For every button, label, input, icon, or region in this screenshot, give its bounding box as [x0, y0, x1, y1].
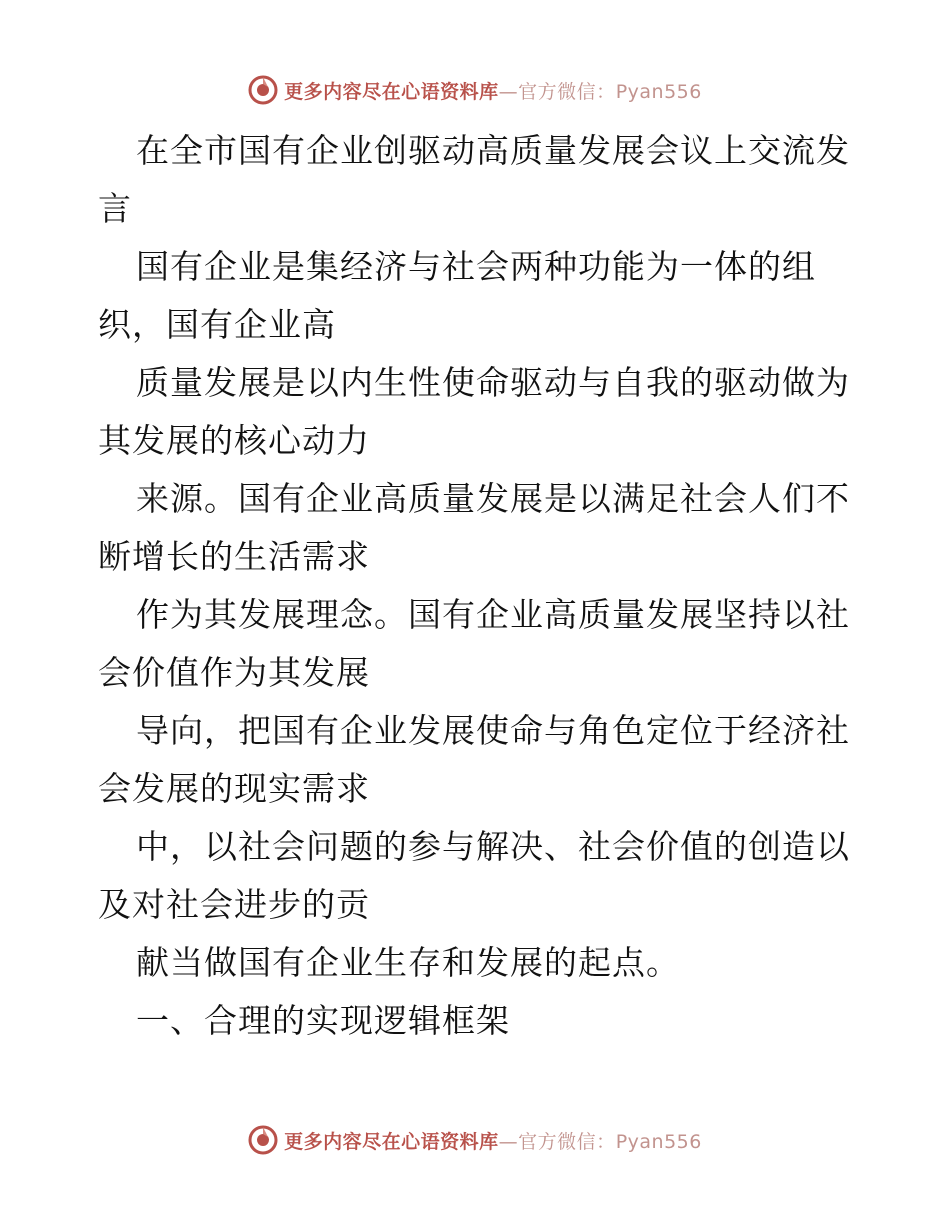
paragraph-line: 在全市国有企业创驱动高质量发展会议上交流发: [136, 131, 850, 170]
paragraph-3: [98, 354, 858, 470]
document-body: [98, 122, 858, 1050]
footer-banner: [0, 1120, 950, 1160]
paragraph-line: 言: [98, 189, 132, 228]
header-wechat-id: Pyan556: [615, 80, 702, 103]
header-banner-text: [284, 77, 702, 104]
paragraph-1: [98, 122, 858, 238]
header-banner: [0, 70, 950, 110]
header-dash: —: [498, 80, 519, 103]
logo-icon: [248, 1125, 278, 1155]
paragraph-6: [98, 702, 858, 818]
paragraph-line: 其发展的核心动力: [98, 421, 370, 460]
paragraph-line: 质量发展是以内生性使命驱动与自我的驱动做为: [136, 363, 850, 402]
paragraph-8: [98, 934, 858, 992]
paragraph-line: 断增长的生活需求: [98, 537, 370, 576]
paragraph-line: 来源。国有企业高质量发展是以满足社会人们不: [136, 479, 850, 518]
header-wechat-label: 官方微信：: [518, 80, 616, 103]
section-heading: [98, 992, 858, 1050]
paragraph-5: [98, 586, 858, 702]
paragraph-line: 织，国有企业高: [98, 305, 336, 344]
section-heading-text: 一、合理的实现逻辑框架: [136, 1001, 510, 1040]
logo-icon: [248, 75, 278, 105]
paragraph-line: 中，以社会问题的参与解决、社会价值的创造以: [136, 827, 850, 866]
paragraph-4: [98, 470, 858, 586]
paragraph-line: 及对社会进步的贡: [98, 885, 370, 924]
header-brand: 更多内容尽在心语资料库: [284, 80, 499, 103]
paragraph-line: 作为其发展理念。国有企业高质量发展坚持以社: [136, 595, 850, 634]
paragraph-2: [98, 238, 858, 354]
footer-wechat-id: Pyan556: [615, 1130, 702, 1153]
paragraph-7: [98, 818, 858, 934]
footer-banner-text: [284, 1127, 702, 1154]
footer-dash: —: [498, 1130, 519, 1153]
paragraph-line: 国有企业是集经济与社会两种功能为一体的组: [136, 247, 816, 286]
footer-brand: 更多内容尽在心语资料库: [284, 1130, 499, 1153]
paragraph-line: 会发展的现实需求: [98, 769, 370, 808]
paragraph-line: 导向，把国有企业发展使命与角色定位于经济社: [136, 711, 850, 750]
footer-wechat-label: 官方微信：: [518, 1130, 616, 1153]
paragraph-line: 献当做国有企业生存和发展的起点。: [136, 943, 680, 982]
paragraph-line: 会价值作为其发展: [98, 653, 370, 692]
